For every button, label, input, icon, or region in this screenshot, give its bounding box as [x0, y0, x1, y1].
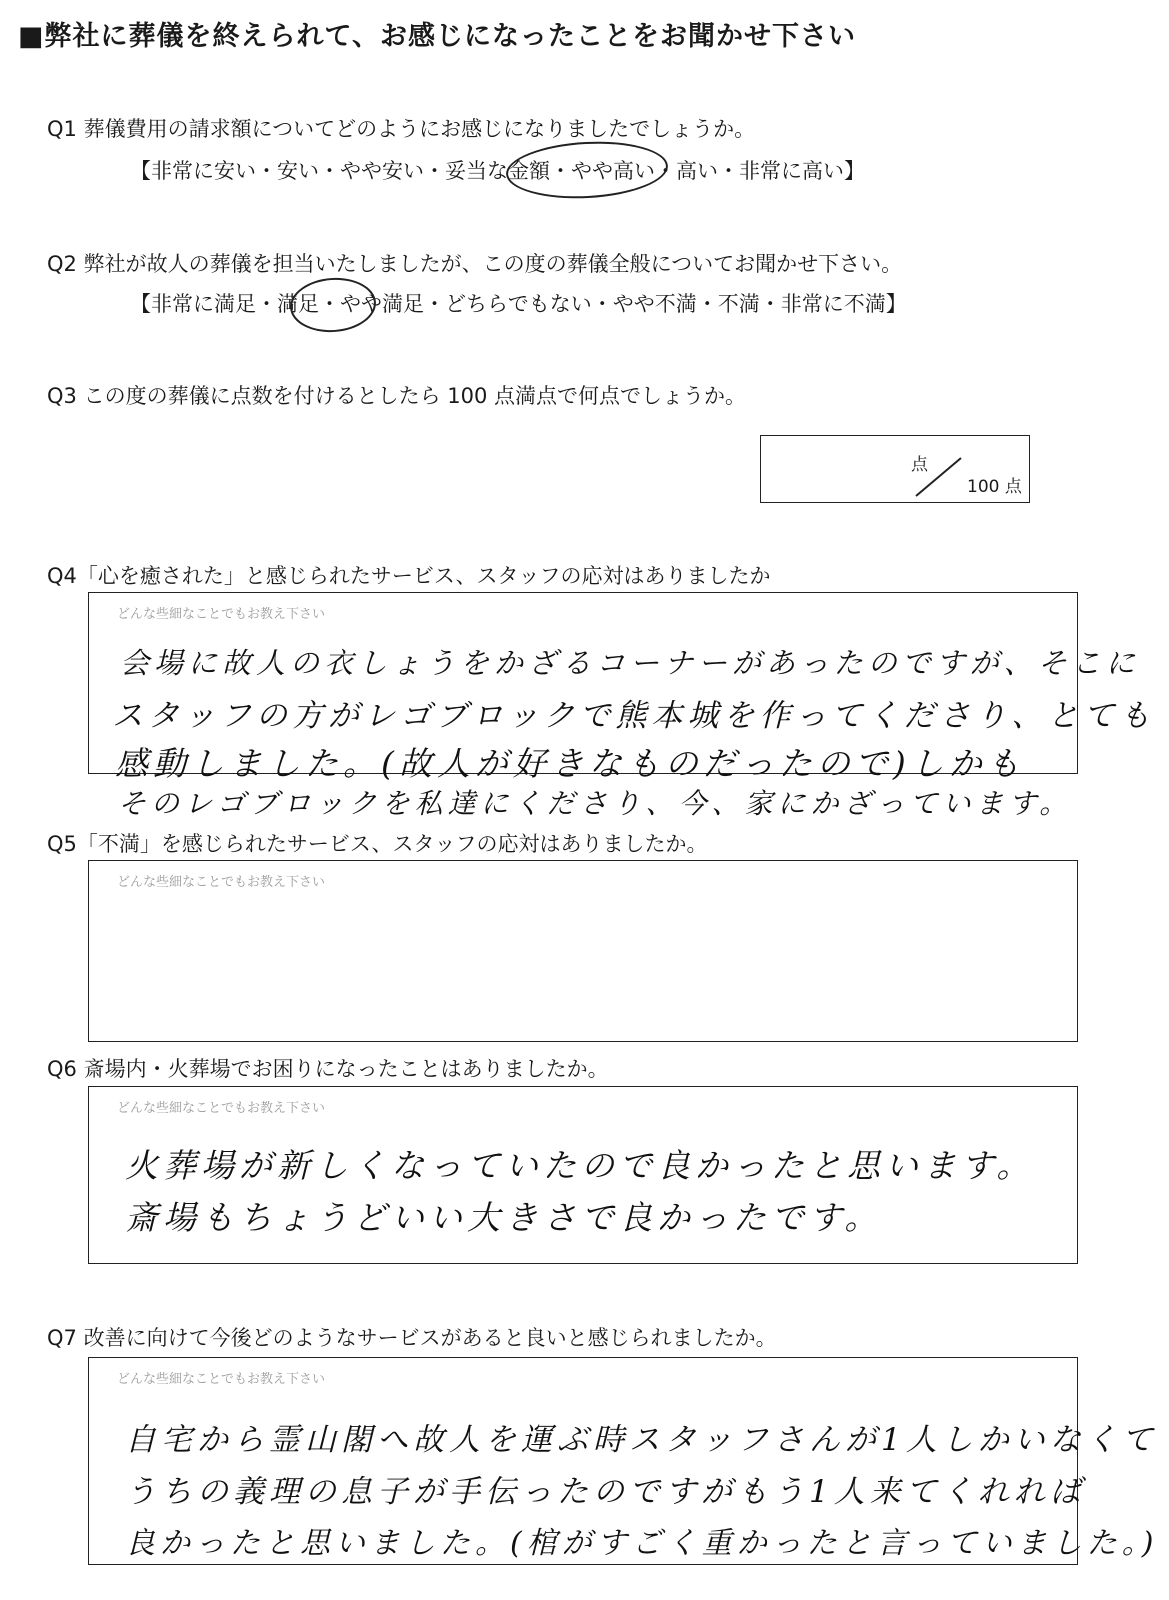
q6-answer-line: 火葬場が新しくなっていたので良かったと思います。 [125, 1146, 1035, 1185]
q4-answer-line: スタッフの方がレゴブロックで熊本城を作ってくださり、とても [112, 698, 1156, 734]
q7-question: Q7 改善に向けて今後どのようなサービスがあると良いと感じられましたか。 [47, 1326, 777, 1350]
q2-question: Q2 弊社が故人の葬儀を担当いたしましたが、この度の葬儀全般についてお聞かせ下さい。 [47, 252, 903, 276]
q2-options [130, 288, 907, 318]
q2-options-after: ・やや満足・どちらでもない・やや不満・不満・非常に不満】 [319, 292, 907, 316]
q4-question: Q4「心を癒された」と感じられたサービス、スタッフの応対はありましたか [47, 564, 771, 588]
q4-prompt: どんな些細なことでもお教え下さい [117, 607, 326, 622]
q5-question: Q5「不満」を感じられたサービス、スタッフの応対はありましたか。 [47, 832, 708, 856]
q4-answer-line: 感動しました。(故人が好きなものだったので)しかも [115, 744, 1025, 783]
q6-answer-line: 斎場もちょうどいい大きさで良かったです。 [125, 1198, 883, 1237]
survey-title: ■弊社に葬儀を終えられて、お感じになったことをお聞かせ下さい [18, 21, 856, 52]
q5-answer-box[interactable] [88, 860, 1078, 1042]
q1-question: Q1 葬儀費用の請求額についてどのようにお感じになりましたでしょうか。 [47, 117, 756, 141]
q1-selected-option[interactable]: 妥当な金額 [445, 159, 550, 183]
q3-score-box[interactable] [760, 435, 1030, 503]
q7-prompt: どんな些細なことでもお教え下さい [117, 1372, 326, 1387]
q7-answer-line: うちの義理の息子が手伝ったのですがもう1人来てくれれば [125, 1474, 1086, 1510]
q2-selected-option[interactable]: 満足 [277, 292, 319, 316]
q2-options-before: 【非常に満足・ [130, 292, 277, 316]
q6-question: Q6 斎場内・火葬場でお困りになったことはありましたか。 [47, 1057, 609, 1081]
q3-max-label: 100 点 [967, 477, 1022, 497]
q1-options [130, 155, 865, 185]
q5-prompt: どんな些細なことでもお教え下さい [117, 875, 326, 890]
q1-options-before: 【非常に安い・安い・やや安い・ [130, 159, 445, 183]
q6-prompt: どんな些細なことでもお教え下さい [117, 1101, 326, 1116]
q3-question: Q3 この度の葬儀に点数を付けるとしたら 100 点満点で何点でしょうか。 [47, 384, 746, 408]
q3-score-unit: 点 [911, 455, 928, 475]
q7-answer-line: 自宅から霊山閣へ故人を運ぶ時スタッフさんが1人しかいなくて [125, 1422, 1158, 1458]
q1-options-after: ・やや高い・高い・非常に高い】 [550, 159, 865, 183]
q4-answer-line: 会場に故人の衣しょうをかざるコーナーがあったのですが、そこに [120, 646, 1140, 680]
q7-answer-line: 良かったと思いました。(棺がすごく重かったと言っていました。) [125, 1526, 1159, 1561]
q4-answer-line: そのレゴブロックを私達にくださり、今、家にかざっています。 [118, 787, 1073, 820]
